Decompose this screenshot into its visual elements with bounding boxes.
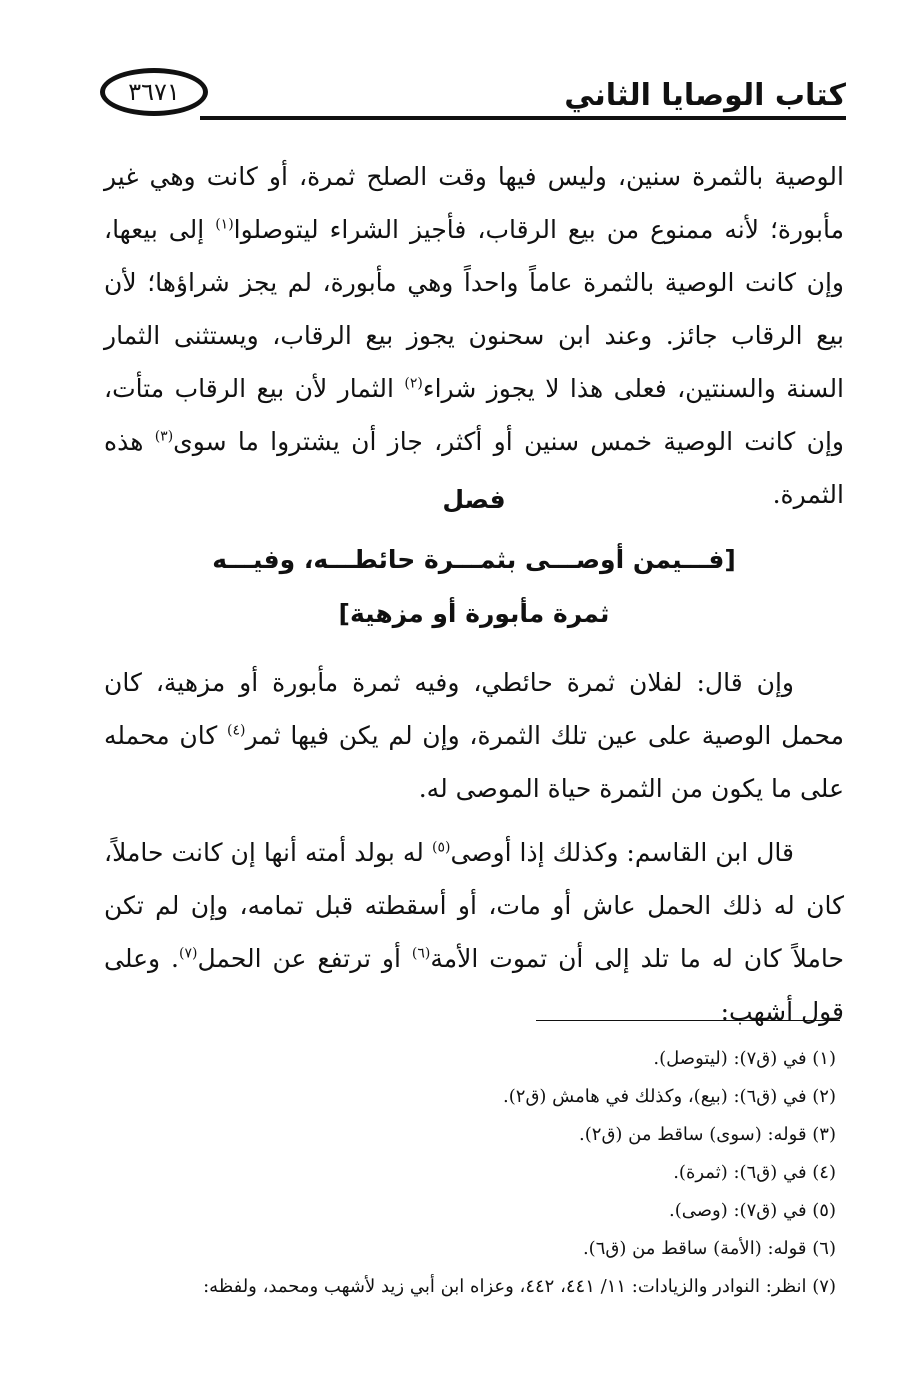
footnote-ref-4: (٤) bbox=[227, 722, 246, 739]
paragraph-text: الثمار لأن بيع الرقاب متأت، وإن كانت الوصية خمس سنين أو أكثر، جاز أن يشتروا ما سوى bbox=[104, 374, 844, 456]
footnotes bbox=[104, 1040, 836, 1306]
paragraph-text: له بولد أمته أنها إن كانت حاملاً، كان له ذلك الحمل عاش أو مات، أو أسقطته قبل تمامه، وإن لم تكن حاملاً كان له ما تلد إلى أن تموت الأمة bbox=[104, 838, 844, 973]
footnote-ref-6: (٦) bbox=[411, 945, 431, 962]
paragraph-text: كان محمله على ما يكون من الثمرة حياة الموصى له. bbox=[104, 721, 844, 803]
body-paragraph-3 bbox=[104, 826, 844, 1038]
footnote-ref-2: (٢) bbox=[404, 375, 423, 392]
footnote-4: (٤) في (ق٦): (ثمرة). bbox=[673, 1162, 836, 1183]
footnote-separator bbox=[536, 1020, 840, 1021]
footnote-ref-3: (٣) bbox=[154, 428, 174, 445]
page-number-oval bbox=[100, 68, 208, 116]
section-subheading-line-2: ثمرة مأبورة أو مزهية] bbox=[338, 599, 610, 628]
body-paragraph-1 bbox=[104, 150, 844, 521]
footnote-5: (٥) في (ق٧): (وصى). bbox=[669, 1200, 836, 1221]
page-number: ٣٦٧١ bbox=[128, 78, 180, 106]
paragraph-text: أو ترتفع عن الحمل bbox=[197, 944, 412, 973]
paragraph-text: هذه الثمرة. bbox=[104, 427, 844, 509]
footnote-ref-5: (٥) bbox=[431, 839, 451, 856]
section-heading: فصل bbox=[442, 485, 506, 514]
footnote-2: (٢) في (ق٦): (بيع)، وكذلك في هامش (ق٢). bbox=[503, 1086, 836, 1107]
book-title: كتاب الوصايا الثاني bbox=[564, 78, 846, 113]
header-rule bbox=[200, 116, 846, 120]
paragraph-text: قال ابن القاسم: وكذلك إذا أوصى bbox=[450, 838, 794, 867]
footnote-ref-7: (٧) bbox=[178, 945, 198, 962]
footnote-7: (٧) انظر: النوادر والزيادات: ١١/ ٤٤١، ٤٤٢، وعزاه ابن أبي زيد لأشهب ومحمد، ولفظه: bbox=[203, 1276, 836, 1297]
paragraph-text: وإن قال: لفلان ثمرة حائطي، وفيه ثمرة مأبورة أو مزهية، كان محمل الوصية على عين تلك الثمرة، وإن لم يكن فيها ثمر bbox=[104, 668, 845, 750]
paragraph-text: إلى بيعها، وإن كانت الوصية بالثمرة عاماً واحداً وهي مأبورة، لم يجز شراؤها؛ لأن بيع الرقاب جائز. وعند ابن سحنون يجوز بيع الرقاب، ويستثنى الثمار السنة والسنتين، فعلى هذا لا يجوز شراء bbox=[104, 215, 845, 403]
body-paragraph-2 bbox=[104, 656, 844, 815]
footnote-1: (١) في (ق٧): (ليتوصل). bbox=[653, 1048, 836, 1069]
paragraph-text: الوصية بالثمرة سنين، وليس فيها وقت الصلح ثمرة، أو كانت وهي غير مأبورة؛ لأنه ممنوع من بيع الرقاب، فأجيز الشراء ليتوصلوا bbox=[104, 162, 844, 244]
paragraph-text: . وعلى قول أشهب: bbox=[104, 944, 844, 1026]
footnote-ref-1: (١) bbox=[215, 216, 234, 233]
page-header bbox=[100, 58, 846, 120]
footnote-6: (٦) قوله: (الأمة) ساقط من (ق٦). bbox=[582, 1238, 836, 1259]
footnote-3: (٣) قوله: (سوى) ساقط من (ق٢). bbox=[579, 1124, 836, 1145]
section-subheading-line-1: [فـــيمن أوصـــى بثمـــرة حائطـــه، وفيـــه bbox=[212, 545, 736, 574]
